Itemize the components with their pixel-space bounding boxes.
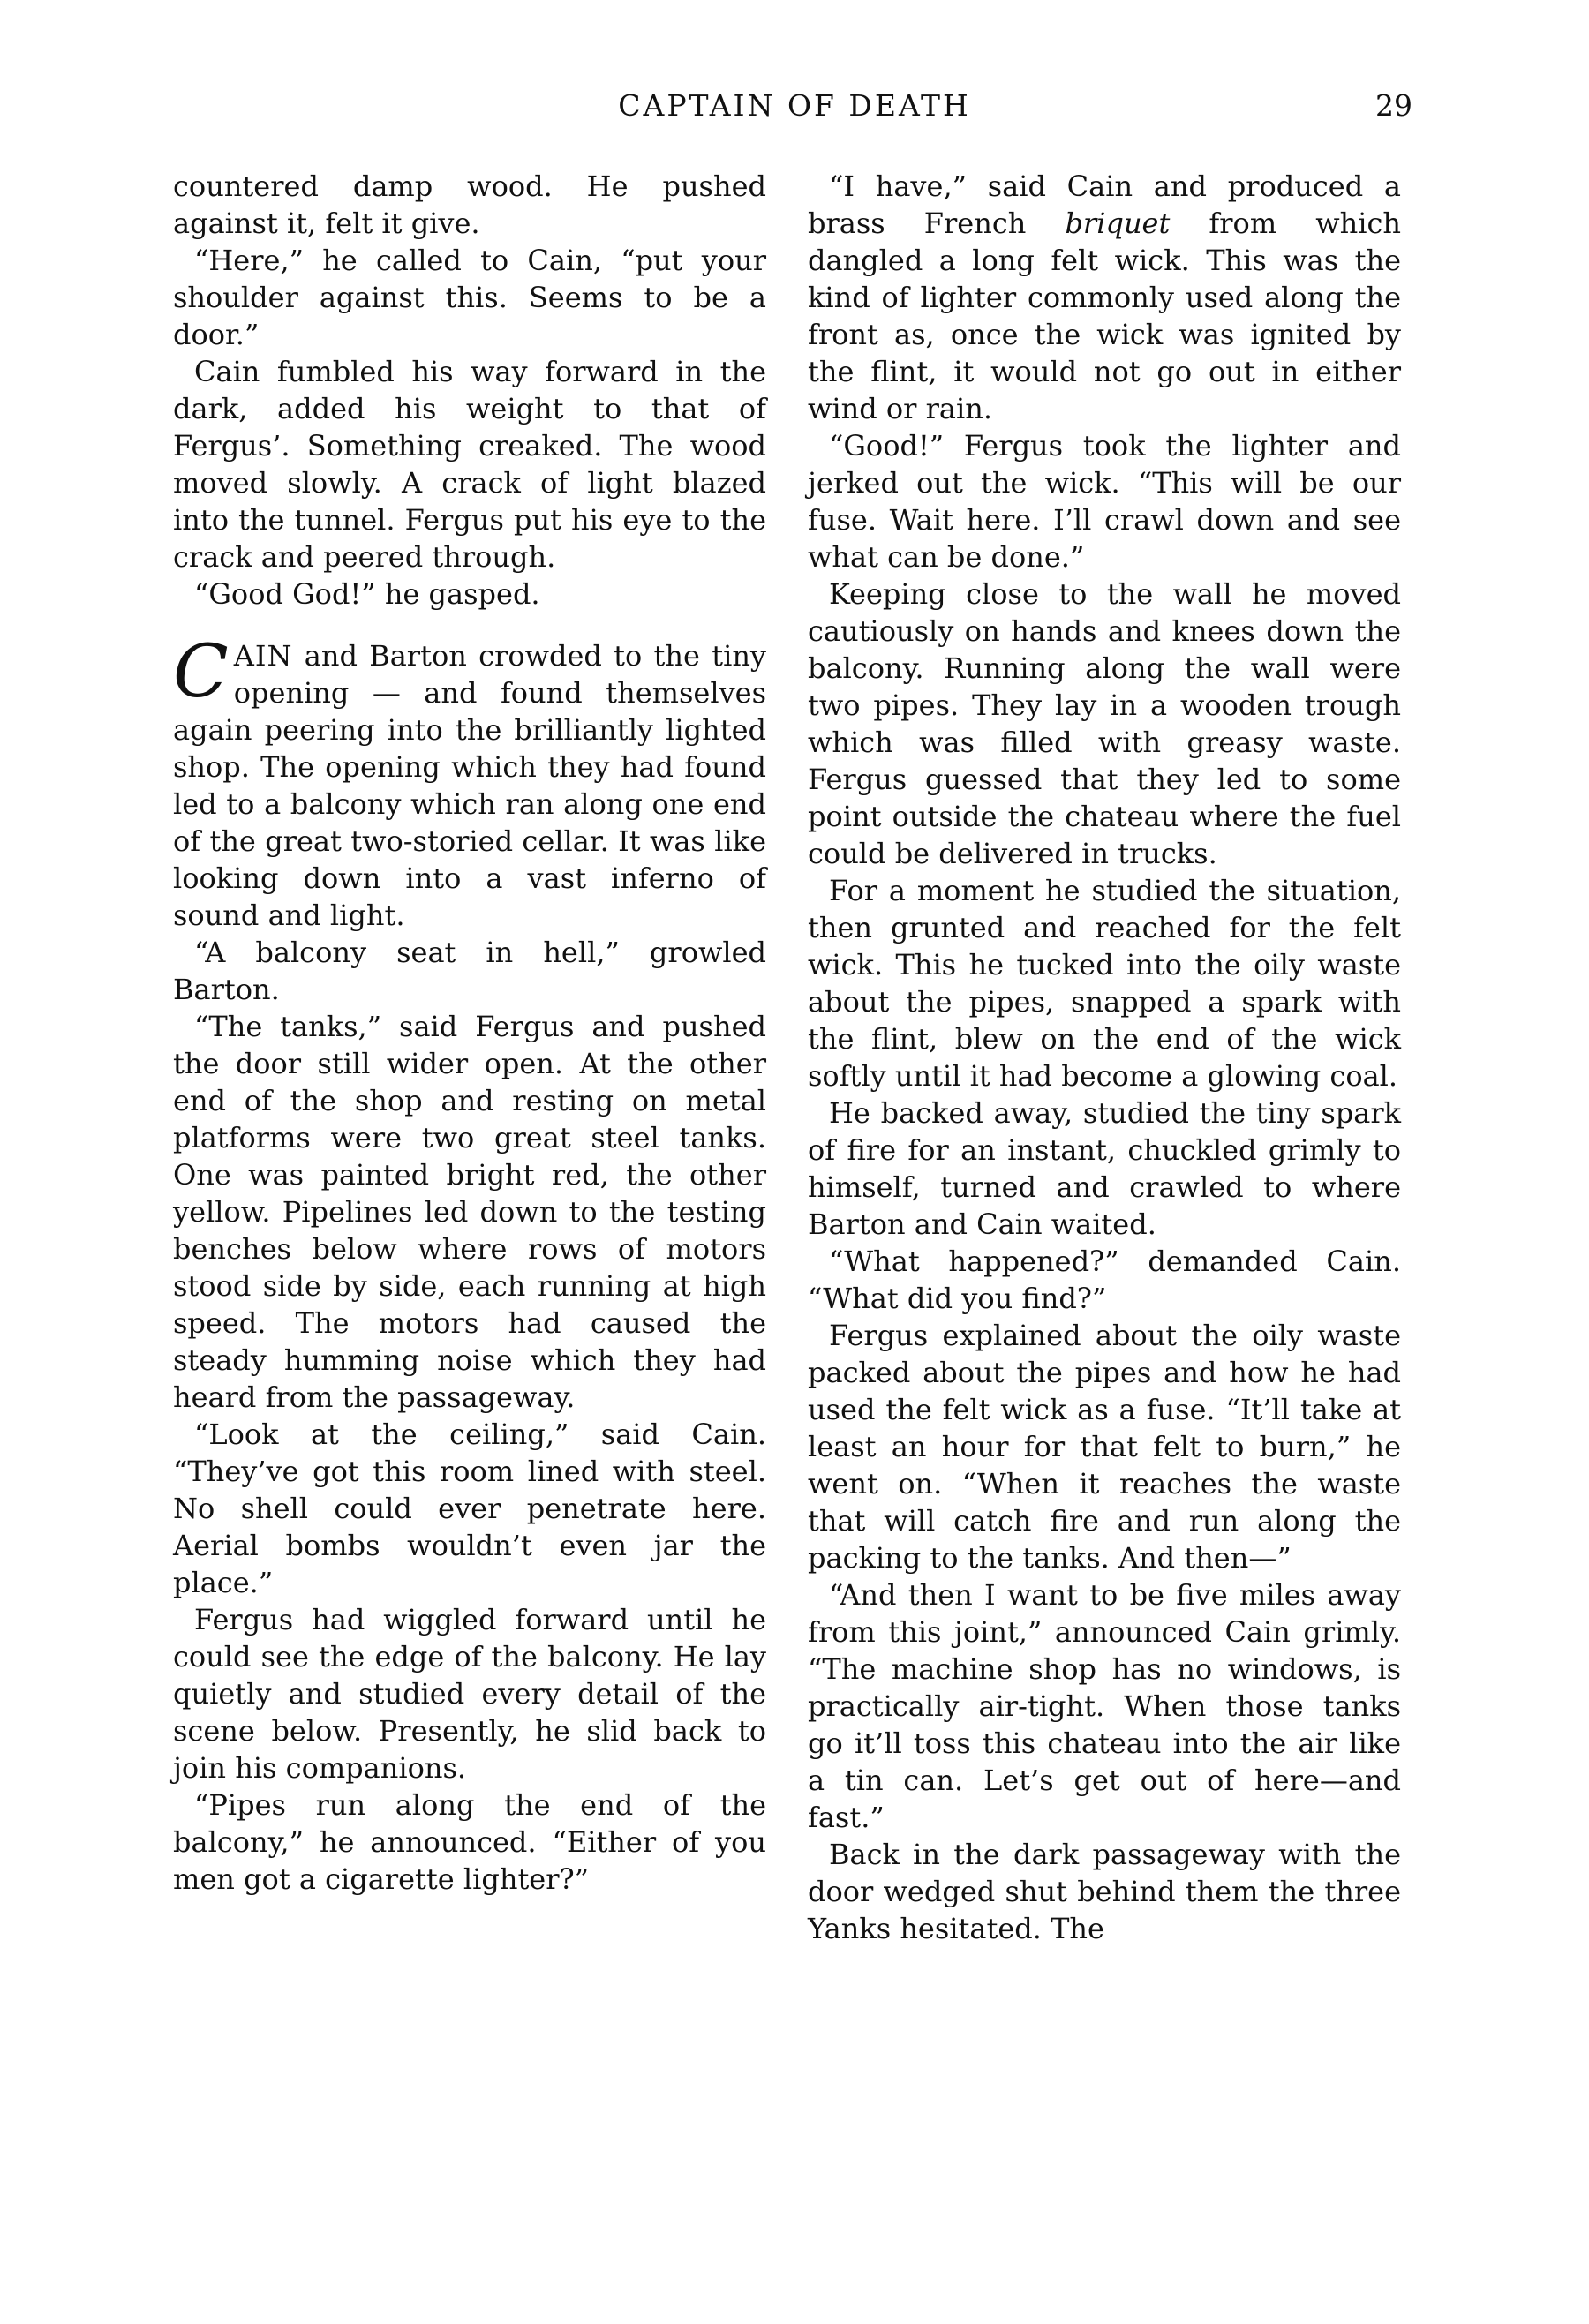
left-column bbox=[173, 168, 766, 1898]
paragraph-text: “I have,” said Cain and produced a brass French bbox=[808, 169, 1401, 240]
paragraph: Cain fumbled his way forward in the dark, added his weight to that of Fergus’. Something creaked. The wood moved slowly. A crack of light blazed into the tunnel. Fergus put his eye to the crack and peered through. bbox=[173, 355, 766, 574]
right-column bbox=[808, 168, 1401, 1947]
italic-term: briquet bbox=[1065, 207, 1171, 240]
paragraph: “Good God!” he gasped. bbox=[194, 577, 540, 611]
paragraph: “Pipes run along the end of the balcony,” he announced. “Either of you men got a cigarette lighter?” bbox=[173, 1788, 766, 1896]
paragraph-text: and Barton crowded to the tiny opening — and found themselves again peering into the brilliantly lighted shop. The opening which they had found led to a balcony which ran along one end of the great two-storied cellar. It was like looking down into a vast inferno of sound and light. bbox=[173, 639, 766, 932]
paragraph: “Look at the ceiling,” said Cain. “They’ve got this room lined with steel. No shell could ever penetrate here. Aerial bombs wouldn’t even jar the place.” bbox=[173, 1418, 766, 1599]
paragraph: He backed away, studied the tiny spark of fire for an instant, chuckled grimly to himself, turned and crawled to where Barton and Cain waited. bbox=[808, 1096, 1401, 1241]
running-title: CAPTAIN OF DEATH bbox=[618, 88, 971, 123]
running-head bbox=[0, 88, 1589, 132]
paragraph: “Here,” he called to Cain, “put your shoulder against this. Seems to be a door.” bbox=[173, 244, 766, 351]
paragraph-text: from which dangled a long felt wick. This was the kind of lighter commonly used along the front as, once the wick was ignited by the flint, it would not go out in either wind or rain. bbox=[808, 207, 1402, 425]
paragraph: “What happened?” demanded Cain. “What did you find?” bbox=[808, 1245, 1401, 1315]
paragraph: countered damp wood. He pushed against it, felt it give. bbox=[173, 169, 766, 240]
paragraph: “A balcony seat in hell,” growled Barton. bbox=[173, 936, 766, 1006]
drop-cap: C bbox=[173, 630, 229, 714]
paragraph bbox=[808, 168, 1401, 427]
paragraph: Fergus explained about the oily waste packed about the pipes and how he had used the felt wick as a fuse. “It’ll take at least an hour for that felt to burn,” he went on. “When it reaches the waste that will catch fire and run along the packing to the tanks. And then—” bbox=[808, 1319, 1401, 1575]
paragraph: “Good!” Fergus took the lighter and jerked out the wick. “This will be our fuse. Wait here. I’ll crawl down and see what can be done.” bbox=[808, 429, 1401, 574]
paragraph: “And then I want to be five miles away from this joint,” announced Cain grimly. “The machine shop has no windows, is practically air-tight. When those tanks go it’ll toss this chateau into the air like a tin can. Let’s get out of here—and fast.” bbox=[808, 1578, 1401, 1834]
paragraph: Fergus had wiggled forward until he could see the edge of the balcony. He lay quietly and studied every detail of the scene below. Presently, he slid back to join his companions. bbox=[173, 1603, 766, 1785]
page-number: 29 bbox=[1375, 88, 1412, 123]
paragraph: Keeping close to the wall he moved cautiously on hands and knees down the balcony. Running along the wall were two pipes. They lay in a wooden trough which was filled with greasy waste. Fergus guessed that they led to some point outside the chateau where the fuel could be delivered in trucks. bbox=[808, 577, 1401, 870]
section-opening-paragraph bbox=[173, 630, 766, 934]
paragraph: For a moment he studied the situation, then grunted and reached for the felt wick. This he tucked into the oily waste about the pipes, snapped a spark with the flint, blew on the end of the wick softly until it had become a glowing coal. bbox=[808, 874, 1401, 1093]
lead-word: AIN bbox=[233, 639, 293, 673]
paragraph: “The tanks,” said Fergus and pushed the door still wider open. At the other end of the shop and resting on metal platforms were two great steel tanks. One was painted bright red, the other yellow. Pipelines led down to the testing benches below where rows of motors stood side by side, each running at high speed. The motors had caused the steady humming noise which they had heard from the passageway. bbox=[173, 1010, 766, 1414]
paragraph: Back in the dark passageway with the door wedged shut behind them the three Yanks hesitated. The bbox=[808, 1838, 1401, 1945]
